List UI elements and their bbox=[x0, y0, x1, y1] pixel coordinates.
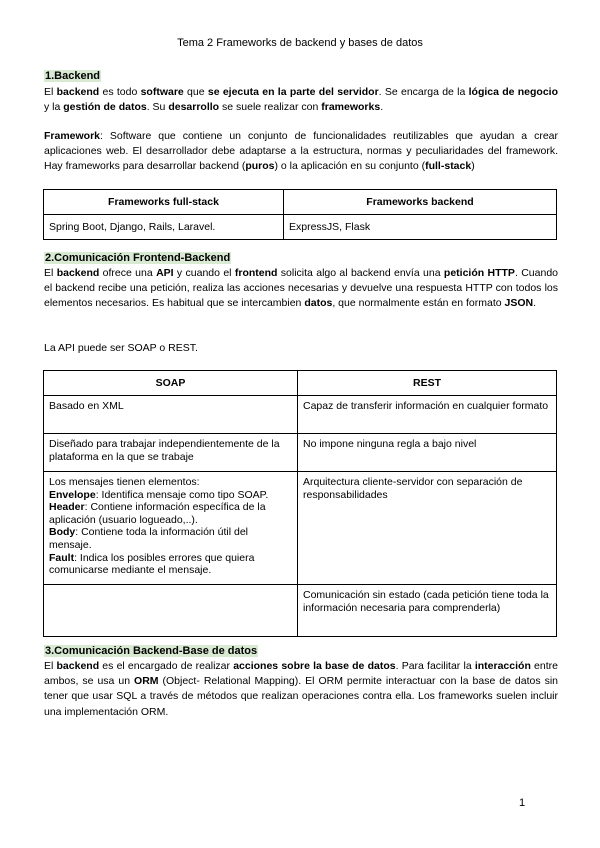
table-header: Frameworks full-stack bbox=[44, 190, 284, 215]
section-heading-frontend-backend: 2.Comunicación Frontend-Backend bbox=[45, 252, 231, 264]
frameworks-table bbox=[43, 189, 557, 240]
table-cell: Basado en XML bbox=[44, 396, 298, 434]
frontend-backend-paragraph: El backend ofrece una API y cuando el frontend solicita algo al backend envía una petición HTTP. Cuando el backend recibe una petición, realiza las acciones necesarias y devuelve una respuesta HTTP con todos los elementos necesarios. Es habitual que se intercambien datos, que normalmente están en formato JSON. bbox=[44, 267, 559, 310]
section-heading-backend: 1.Backend bbox=[45, 70, 101, 82]
table-row bbox=[44, 434, 557, 472]
table-row bbox=[44, 472, 557, 585]
table-row bbox=[44, 215, 557, 240]
table-cell bbox=[44, 585, 298, 637]
table-row bbox=[44, 585, 557, 637]
backend-db-paragraph: El backend es el encargado de realizar acciones sobre la base de datos. Para facilitar la interacción entre ambos, se usa un ORM (Object- Relational Mapping). El ORM permite interactuar con la base de datos sin tener que usar SQL a través de métodos que realizan operaciones contra ella. Los frameworks suelen incluir una implementación ORM. bbox=[44, 660, 558, 718]
table-cell: Capaz de transferir información en cualquier formato bbox=[298, 396, 557, 434]
table-cell: Los mensajes tienen elementos: Envelope: Identifica mensaje como tipo SOAP. Header: Contiene información específica de la aplicación (usuario logueado,..). Body: Contiene toda la información útil del mensaje. Fault: Indica los posibles errores que quiera comunicarse mediante el mensaje. bbox=[44, 472, 298, 585]
document-title: Tema 2 Frameworks de backend y bases de datos bbox=[177, 37, 423, 49]
table-row bbox=[44, 396, 557, 434]
page-number: 1 bbox=[519, 797, 526, 809]
table-cell: Diseñado para trabajar independientemente de la plataforma en la que se trabaje bbox=[44, 434, 298, 472]
framework-paragraph: Framework: Software que contiene un conjunto de funcionalidades reutilizables que ayudan a crear aplicaciones web. El desarrollador debe adaptarse a la estructura, normas y peculiaridades del framework. Hay frameworks para desarrollar backend (puros) o la aplicación en su conjunto (full-stack) bbox=[44, 130, 558, 173]
table-header: Frameworks backend bbox=[284, 190, 557, 215]
table-header: SOAP bbox=[44, 371, 298, 396]
table-cell: Comunicación sin estado (cada petición tiene toda la información necesaria para comprenderla) bbox=[298, 585, 557, 637]
backend-paragraph: El backend es todo software que se ejecuta en la parte del servidor. Se encarga de la lógica de negocio y la gestión de datos. Su desarrollo se suele realizar con frameworks. bbox=[44, 86, 559, 114]
table-cell: ExpressJS, Flask bbox=[284, 215, 557, 240]
table-cell: Arquitectura cliente-servidor con separación de responsabilidades bbox=[298, 472, 557, 585]
table-cell: No impone ninguna regla a bajo nivel bbox=[298, 434, 557, 472]
table-header: REST bbox=[298, 371, 557, 396]
api-types-paragraph: La API puede ser SOAP o REST. bbox=[44, 342, 198, 354]
table-cell: Spring Boot, Django, Rails, Laravel. bbox=[44, 215, 284, 240]
section-heading-backend-db: 3.Comunicación Backend-Base de datos bbox=[45, 645, 258, 657]
soap-rest-table bbox=[43, 370, 557, 637]
